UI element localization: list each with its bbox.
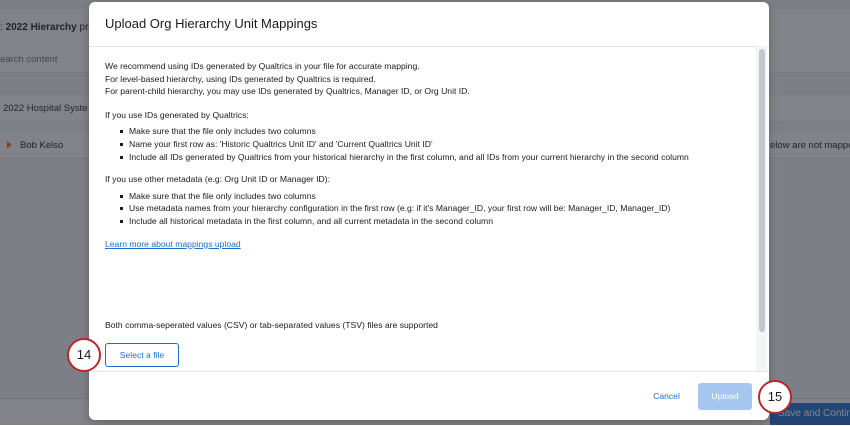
metadata-heading: If you use other metadata (e.g: Org Unit ID or Manager ID):	[105, 174, 330, 185]
list-item: Include all IDs generated by Qualtrics from your historical hierarchy in the first column, and all IDs from your current hierarchy in the second column	[120, 151, 740, 164]
scrollbar-thumb[interactable]	[759, 49, 765, 332]
select-file-button[interactable]: Select a file	[105, 343, 179, 367]
list-item: Use metadata names from your hierarchy configuration in the first row (e.g: if it's Manager_ID, your first row will be: Manager_ID, Manager_ID)	[120, 202, 740, 215]
supported-formats-text: Both comma-seperated values (CSV) or tab-separated values (TSV) files are supported	[105, 320, 438, 330]
dialog-body	[105, 60, 740, 250]
intro-block	[105, 60, 740, 98]
list-item: Name your first row as: 'Historic Qualtrics Unit ID' and 'Current Qualtrics Unit ID'	[120, 138, 740, 151]
cancel-button[interactable]: Cancel	[653, 391, 680, 401]
intro-line: For parent-child hierarchy, you may use IDs generated by Qualtrics, Manager ID, or Org Unit ID.	[105, 86, 470, 97]
dialog-title: Upload Org Hierarchy Unit Mappings	[105, 16, 318, 31]
upload-button[interactable]: Upload	[698, 383, 752, 410]
metadata-list	[105, 190, 740, 228]
step-marker-15: 15	[758, 380, 792, 414]
intro-line: For level-based hierarchy, using IDs generated by Qualtrics is required.	[105, 73, 376, 84]
qualtrics-ids-list	[105, 125, 740, 163]
title-divider	[89, 46, 769, 47]
upload-mappings-dialog	[89, 2, 769, 420]
intro-line: We recommend using IDs generated by Qualtrics in your file for accurate mapping.	[105, 61, 420, 71]
qualtrics-ids-heading: If you use IDs generated by Qualtrics:	[105, 109, 249, 120]
learn-more-link[interactable]: Learn more about mappings upload	[105, 238, 241, 249]
list-item: Make sure that the file only includes two columns	[120, 125, 740, 138]
footer-divider	[89, 371, 769, 372]
list-item: Make sure that the file only includes two columns	[120, 190, 740, 203]
list-item: Include all historical metadata in the first column, and all current metadata in the second column	[120, 215, 740, 228]
step-marker-14: 14	[67, 338, 101, 372]
